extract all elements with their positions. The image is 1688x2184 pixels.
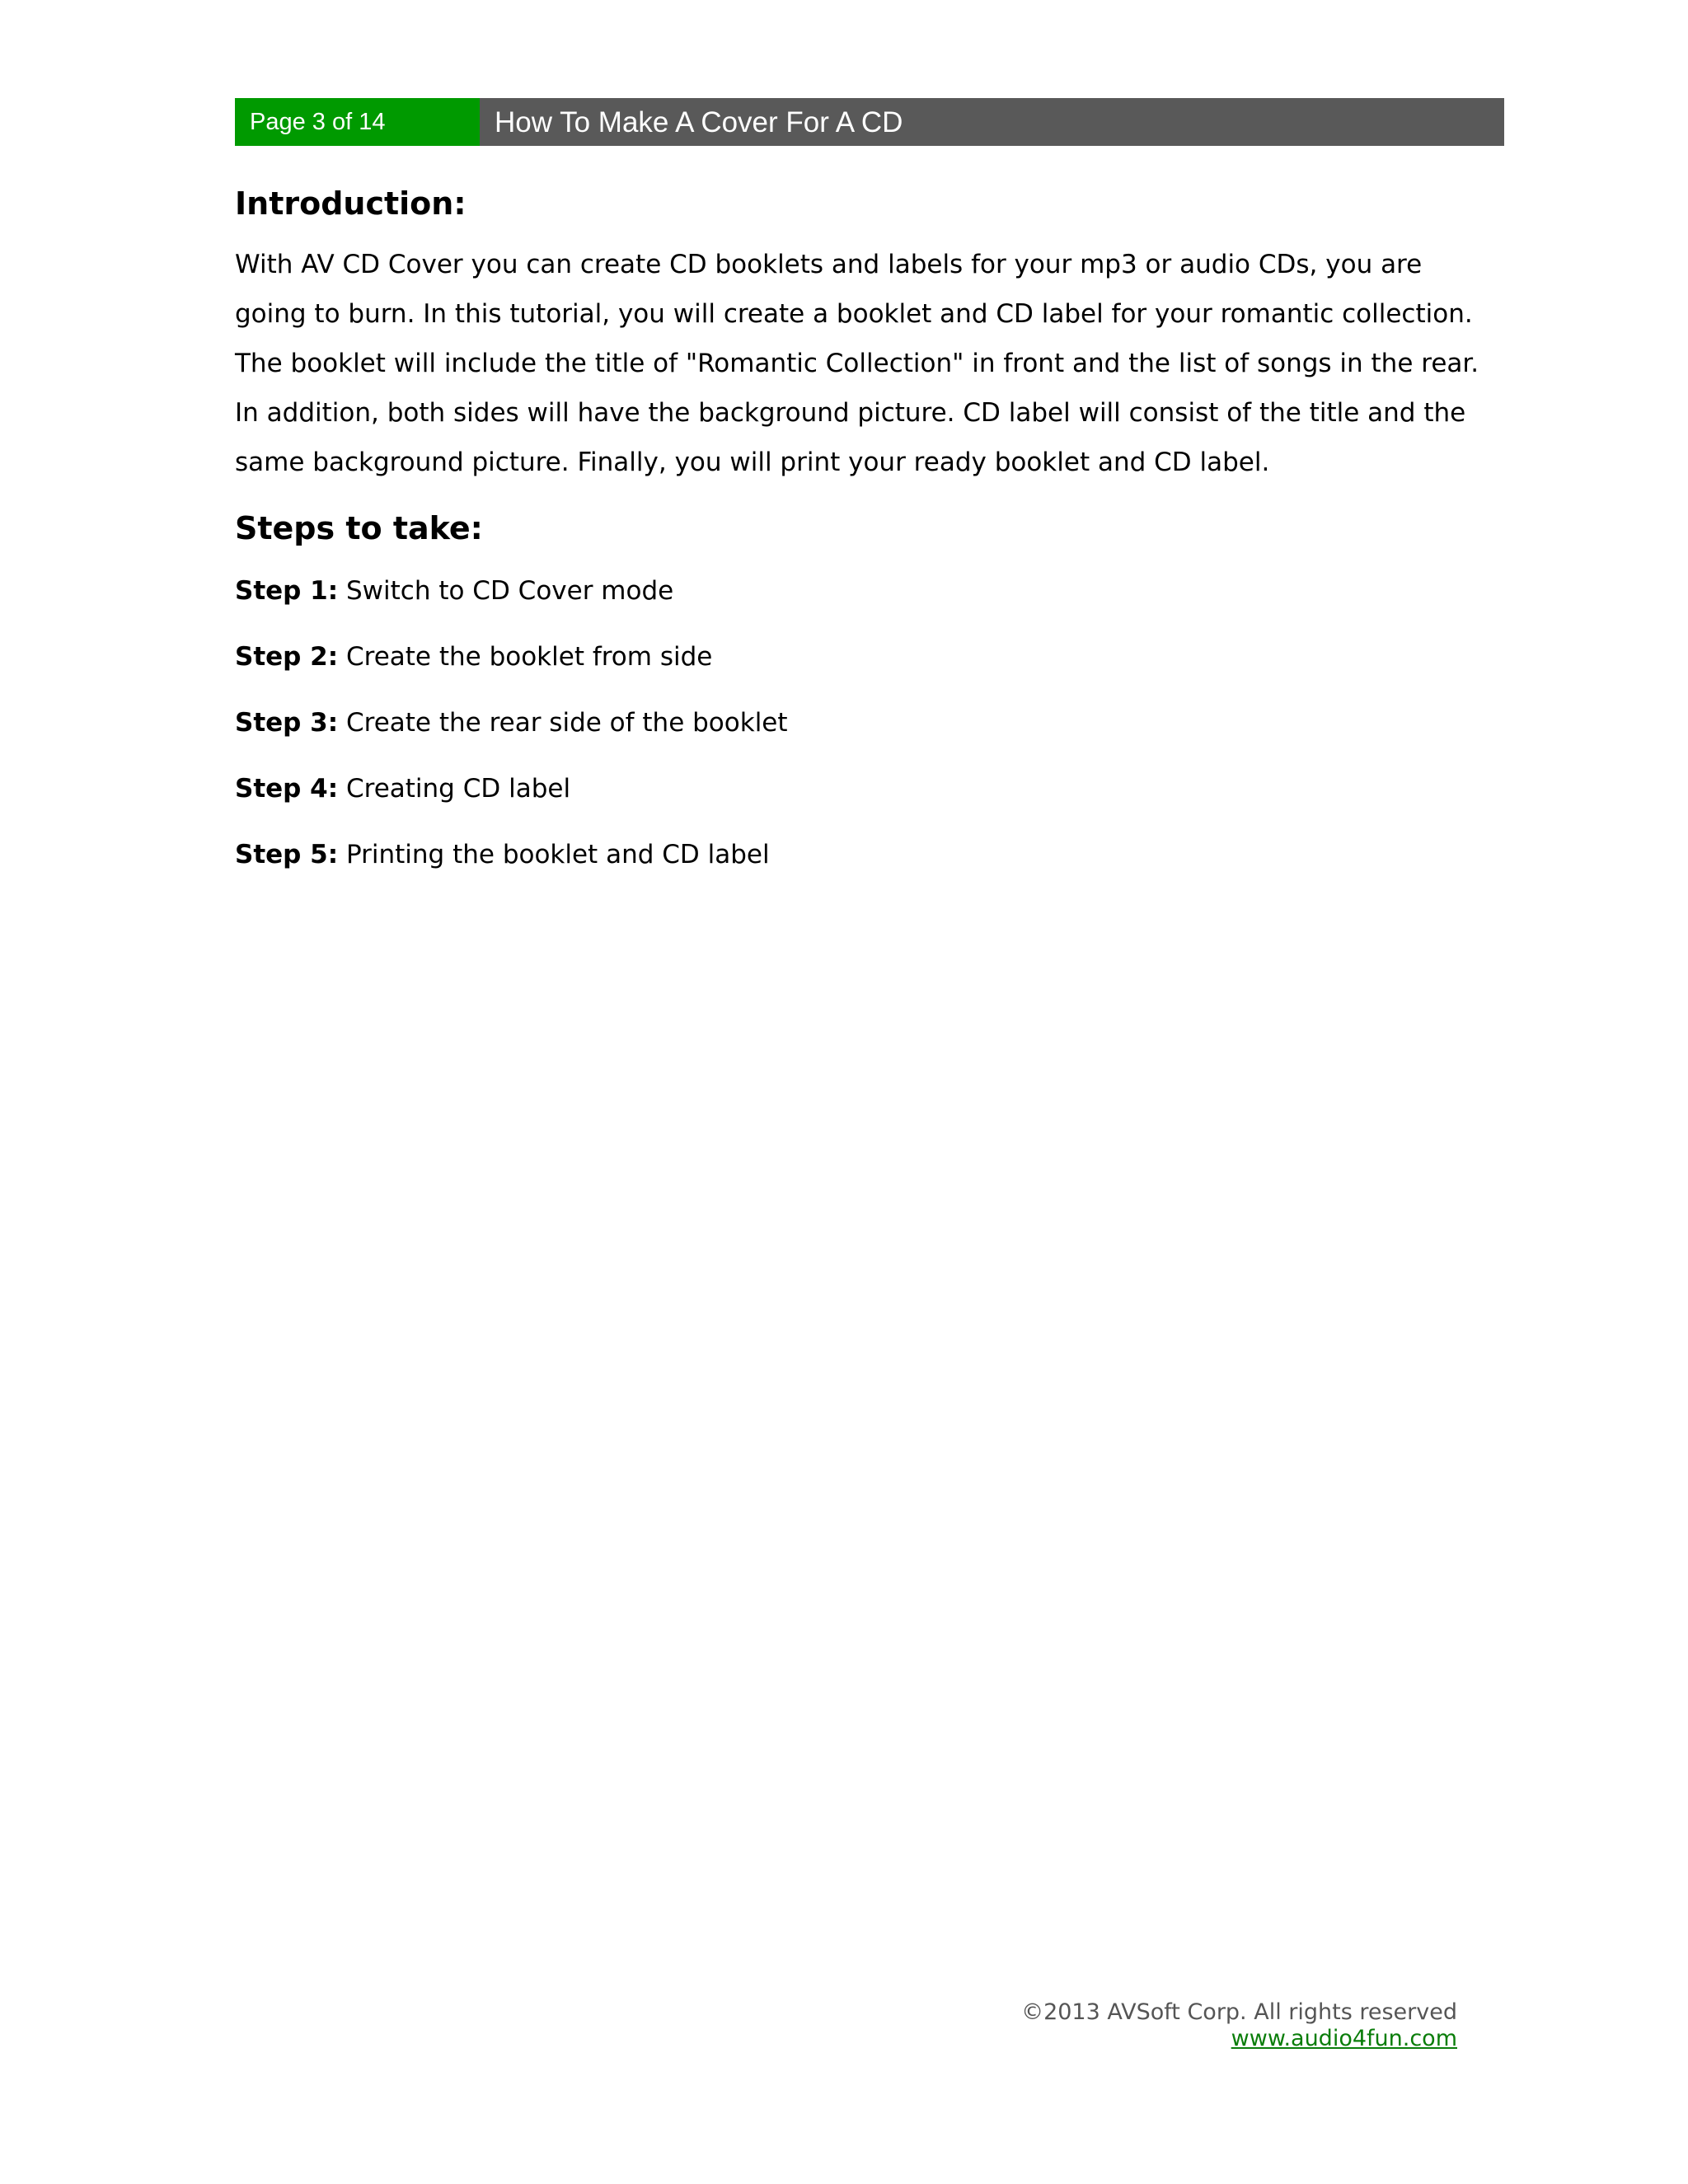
- website-link[interactable]: www.audio4fun.com: [1231, 2026, 1457, 2051]
- step-label: Step 5:: [235, 840, 339, 869]
- copyright-notice: ©2013 AVSoft Corp. All rights reserved: [1021, 1999, 1457, 2025]
- step-text: Printing the booklet and CD label: [345, 840, 770, 869]
- step-text: Create the booklet from side: [345, 642, 713, 672]
- page-footer: [1021, 1999, 1457, 2052]
- step-item: [235, 566, 1488, 616]
- introduction-heading: Introduction:: [235, 185, 467, 222]
- step-item: [235, 830, 1488, 879]
- step-label: Step 2:: [235, 642, 339, 672]
- steps-list: [235, 566, 1488, 879]
- introduction-paragraph: With AV CD Cover you can create CD booklets and labels for your mp3 or audio CDs, you are going to burn. In this tutorial, you will create a booklet and CD label for your romantic collection. The booklet will include the title of "Romantic Collection" in front and the list of songs in the rear. In addition, both sides will have the background picture. CD label will consist of the title and the same background picture. Finally, you will print your ready booklet and CD label.: [235, 250, 1479, 477]
- step-label: Step 4:: [235, 774, 339, 804]
- step-text: Switch to CD Cover mode: [345, 576, 674, 606]
- step-item: [235, 632, 1488, 682]
- steps-heading: Steps to take:: [235, 510, 483, 546]
- step-label: Step 3:: [235, 708, 339, 738]
- page-indicator: Page 3 of 14: [235, 98, 480, 146]
- step-text: Create the rear side of the booklet: [345, 708, 788, 738]
- document-body: [235, 177, 1488, 896]
- step-text: Creating CD label: [345, 774, 571, 804]
- step-item: [235, 764, 1488, 813]
- page-header: [235, 98, 1504, 146]
- step-item: [235, 698, 1488, 748]
- step-label: Step 1:: [235, 576, 339, 606]
- document-title: How To Make A Cover For A CD: [480, 98, 1504, 146]
